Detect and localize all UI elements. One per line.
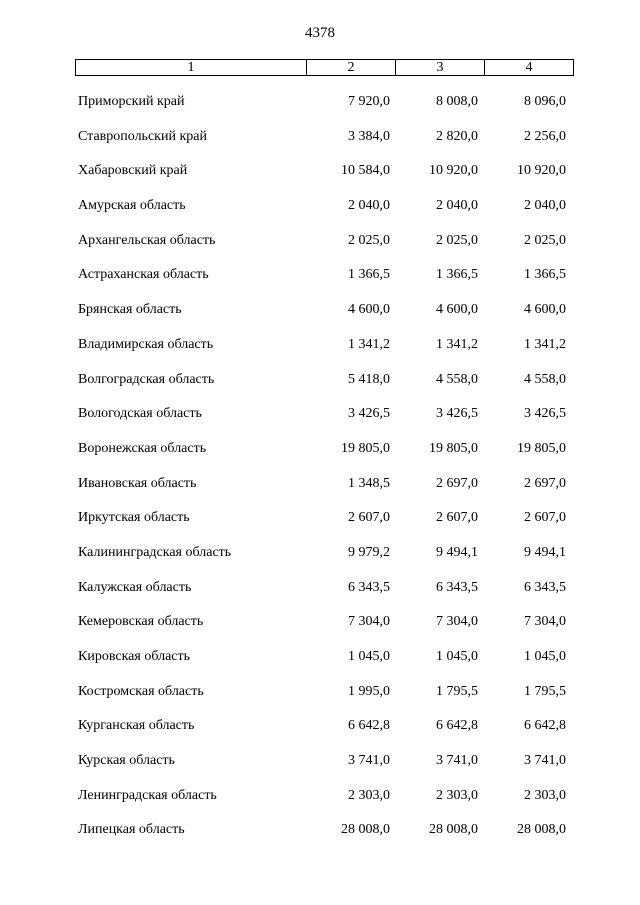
value-column-3: 3 741,0 (436, 753, 478, 769)
value-column-3: 3 426,5 (436, 406, 478, 422)
value-column-4: 1 341,2 (524, 336, 566, 352)
region-name: Ставропольский край (78, 128, 207, 144)
region-name: Ленинградская область (78, 787, 217, 803)
table-row (0, 229, 640, 264)
table-row (0, 818, 640, 853)
table-row (0, 680, 640, 715)
table-row (0, 472, 640, 507)
region-name: Иркутская область (78, 510, 190, 526)
table-row (0, 506, 640, 541)
value-column-4: 1 795,5 (524, 683, 566, 699)
value-column-4: 1 045,0 (524, 649, 566, 664)
value-column-2: 6 343,5 (348, 579, 390, 595)
region-name: Архангельская область (78, 232, 216, 248)
value-column-4: 2 607,0 (524, 510, 566, 526)
table-row (0, 437, 640, 472)
value-column-3: 2 607,0 (436, 510, 478, 526)
value-column-3: 6 343,5 (436, 579, 478, 595)
region-name: Хабаровский край (78, 163, 188, 179)
region-name: Амурская область (78, 198, 186, 214)
value-column-4: 2 256,0 (524, 128, 566, 144)
value-column-3: 2 303,0 (436, 787, 478, 803)
value-column-2: 3 426,5 (348, 406, 390, 422)
value-column-4: 4 600,0 (524, 302, 566, 318)
table-row (0, 541, 640, 576)
region-name: Липецкая область (78, 822, 185, 838)
region-name: Ивановская область (78, 475, 197, 491)
region-name: Брянская область (78, 302, 182, 318)
value-column-3: 9 494,1 (436, 544, 478, 560)
value-column-4: 2 040,0 (524, 198, 566, 214)
value-column-4: 28 008,0 (517, 822, 566, 838)
table-row (0, 576, 640, 611)
value-column-4: 19 805,0 (517, 440, 566, 456)
value-column-3: 1 795,5 (436, 683, 478, 699)
region-name: Приморский край (78, 94, 185, 109)
region-name: Волгоградская область (78, 371, 215, 387)
table-row (0, 610, 640, 645)
value-column-2: 1 341,2 (348, 336, 390, 352)
value-column-2: 9 979,2 (348, 544, 390, 560)
table-body (0, 90, 640, 853)
region-name: Астраханская область (78, 267, 209, 283)
table-row (0, 714, 640, 749)
table-row (0, 90, 640, 125)
value-column-4: 2 025,0 (524, 232, 566, 248)
value-column-4: 6 343,5 (524, 579, 566, 595)
value-column-2: 4 600,0 (348, 302, 390, 318)
table-row (0, 784, 640, 819)
table-row (0, 298, 640, 333)
value-column-2: 3 384,0 (348, 128, 390, 144)
value-column-2: 6 642,8 (348, 718, 390, 734)
value-column-4: 7 304,0 (524, 614, 566, 630)
value-column-3: 19 805,0 (429, 440, 478, 456)
page-number: 4378 (305, 25, 335, 41)
column-header-3: 3 (396, 60, 485, 76)
column-header-2: 2 (307, 60, 396, 76)
value-column-4: 2 303,0 (524, 787, 566, 803)
value-column-3: 2 820,0 (436, 128, 478, 144)
value-column-3: 2 040,0 (436, 198, 478, 214)
table-row (0, 402, 640, 437)
value-column-3: 7 304,0 (436, 614, 478, 630)
table-row (0, 159, 640, 194)
value-column-3: 4 600,0 (436, 302, 478, 318)
value-column-3: 10 920,0 (429, 163, 478, 179)
value-column-4: 10 920,0 (517, 163, 566, 179)
value-column-3: 6 642,8 (436, 718, 478, 734)
value-column-2: 1 045,0 (348, 649, 390, 664)
value-column-2: 3 741,0 (348, 753, 390, 769)
value-column-3: 1 045,0 (436, 649, 478, 664)
value-column-3: 4 558,0 (436, 371, 478, 387)
table-row (0, 194, 640, 229)
column-header-table (75, 59, 574, 76)
value-column-4: 4 558,0 (524, 371, 566, 387)
region-name: Курганская область (78, 718, 195, 734)
value-column-3: 1 341,2 (436, 336, 478, 352)
value-column-4: 1 366,5 (524, 267, 566, 283)
value-column-2: 2 040,0 (348, 198, 390, 214)
region-name: Воронежская область (78, 440, 207, 456)
region-name: Владимирская область (78, 336, 214, 352)
value-column-3: 2 025,0 (436, 232, 478, 248)
table-row (0, 125, 640, 160)
value-column-2: 28 008,0 (341, 822, 390, 838)
value-column-2: 1 348,5 (348, 475, 390, 491)
value-column-2: 7 920,0 (348, 94, 390, 109)
column-header-1: 1 (76, 60, 307, 76)
table-row (0, 263, 640, 298)
value-column-2: 19 805,0 (341, 440, 390, 456)
region-name: Курская область (78, 753, 175, 769)
value-column-2: 1 995,0 (348, 683, 390, 699)
region-name: Кемеровская область (78, 614, 204, 630)
table-row (0, 333, 640, 368)
region-name: Кировская область (78, 649, 191, 664)
region-name: Костромская область (78, 683, 204, 699)
value-column-2: 2 607,0 (348, 510, 390, 526)
column-header-row (76, 60, 574, 76)
value-column-3: 2 697,0 (436, 475, 478, 491)
value-column-4: 6 642,8 (524, 718, 566, 734)
region-name: Калининградская область (78, 544, 232, 560)
value-column-2: 10 584,0 (341, 163, 390, 179)
table-row (0, 749, 640, 784)
table-row (0, 368, 640, 403)
column-header-4: 4 (485, 60, 574, 76)
value-column-3: 8 008,0 (436, 94, 478, 109)
value-column-2: 2 303,0 (348, 787, 390, 803)
value-column-3: 28 008,0 (429, 822, 478, 838)
value-column-4: 8 096,0 (524, 94, 566, 109)
value-column-2: 2 025,0 (348, 232, 390, 248)
value-column-3: 1 366,5 (436, 267, 478, 283)
value-column-4: 9 494,1 (524, 544, 566, 560)
table-row (0, 645, 640, 680)
value-column-2: 5 418,0 (348, 371, 390, 387)
region-name: Вологодская область (78, 406, 202, 422)
value-column-2: 1 366,5 (348, 267, 390, 283)
value-column-2: 7 304,0 (348, 614, 390, 630)
value-column-4: 3 741,0 (524, 753, 566, 769)
region-name: Калужская область (78, 579, 192, 595)
value-column-4: 3 426,5 (524, 406, 566, 422)
value-column-4: 2 697,0 (524, 475, 566, 491)
